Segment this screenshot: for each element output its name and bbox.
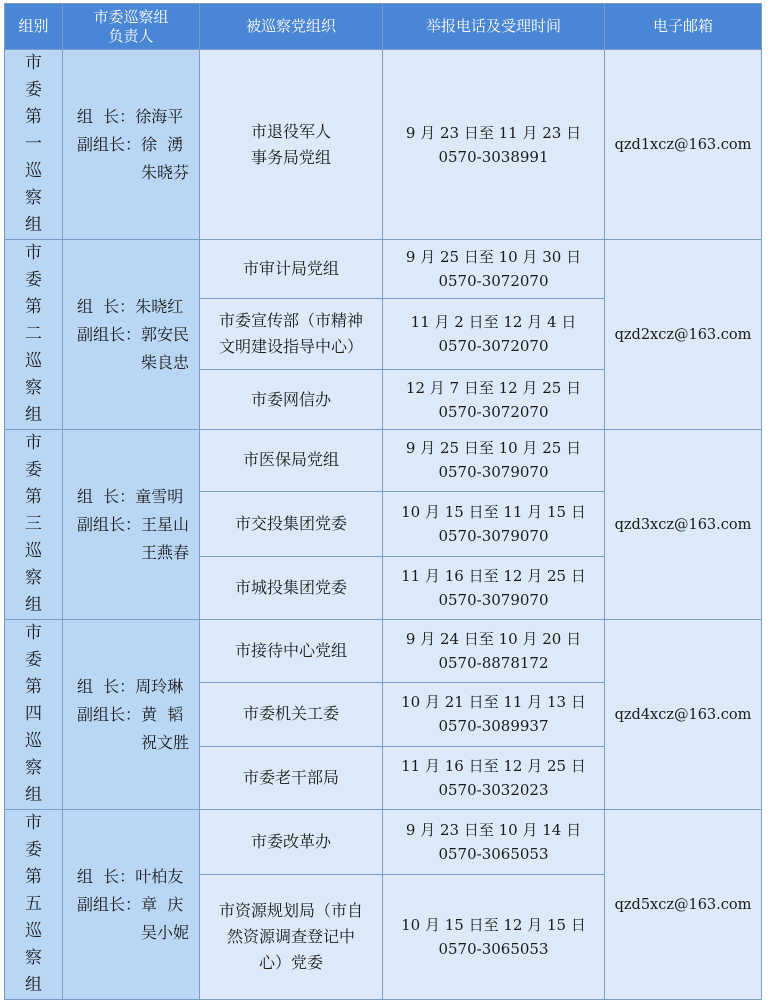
phone-time-cell (383, 683, 605, 746)
acceptance-period: 9 月 25 日至 10 月 25 日 (405, 439, 582, 458)
leader-row (77, 673, 189, 701)
leader-cell (63, 620, 200, 810)
target-org-cell (200, 810, 383, 875)
phone-time-cell (383, 298, 605, 370)
report-phone: 0570-3072070 (438, 402, 549, 421)
report-phone: 0570-3032023 (438, 780, 549, 799)
acceptance-period: 10 月 21 日至 11 月 13 日 (401, 693, 586, 712)
acceptance-period: 9 月 24 日至 10 月 20 日 (405, 630, 582, 649)
target-org-cell (200, 683, 383, 746)
deputy-row (77, 891, 189, 919)
phone-time-cell (383, 491, 605, 556)
email-cell[interactable]: qzd4xcz@163.com (605, 620, 762, 810)
deputy-row (77, 321, 189, 349)
group-name-char: 察 (25, 378, 42, 398)
group-name-char: 第 (25, 297, 42, 317)
group-name-char: 组 (25, 785, 42, 805)
group-name-char: 巡 (25, 921, 42, 941)
header-phone-time: 举报电话及受理时间 (383, 4, 605, 50)
group-name-char: 组 (25, 595, 42, 615)
leader-cell (63, 810, 200, 1000)
group-name-char: 委 (25, 270, 42, 290)
acceptance-period: 10 月 15 日至 12 月 15 日 (401, 916, 586, 935)
table-row (5, 810, 762, 875)
leader-name: 叶柏友 (135, 866, 184, 886)
email-cell[interactable]: qzd5xcz@163.com (605, 810, 762, 1000)
report-phone: 0570-3079070 (438, 463, 549, 482)
deputy-name: 郭安民 (141, 324, 190, 344)
leader-name: 童雪明 (135, 486, 184, 506)
acceptance-period: 11 月 2 日至 12 月 4 日 (410, 312, 577, 331)
target-org-line: 心）党委 (258, 953, 323, 973)
group-name-char: 四 (25, 704, 42, 724)
acceptance-period: 10 月 15 日至 11 月 15 日 (401, 502, 586, 521)
report-phone: 0570-3079070 (438, 591, 549, 610)
target-org-line: 市资源规划局（市自 (218, 901, 363, 921)
email-cell[interactable]: qzd3xcz@163.com (605, 430, 762, 620)
acceptance-period: 9 月 23 日至 10 月 14 日 (405, 821, 582, 840)
group-name-char: 察 (25, 188, 42, 208)
group-name-cell (5, 810, 63, 1000)
deputy-label: 副组长： (77, 134, 142, 154)
leader-label: 组 长： (77, 486, 136, 506)
header-group: 组别 (5, 4, 63, 50)
target-org-line: 然资源调查登记中 (226, 927, 355, 947)
deputy-name: 黄 韬 (141, 704, 184, 724)
acceptance-period: 9 月 23 日至 11 月 23 日 (405, 123, 582, 142)
target-org-line: 事务局党组 (250, 147, 331, 167)
email-cell[interactable]: qzd1xcz@163.com (605, 50, 762, 240)
deputy-label: 副组长： (77, 894, 142, 914)
deputy-name: 吴小妮 (141, 922, 190, 942)
leader-row (77, 483, 189, 511)
group-name-char: 组 (25, 405, 42, 425)
report-phone: 0570-3065053 (438, 940, 549, 959)
group-name-char: 组 (25, 975, 42, 995)
deputy-name: 章 庆 (141, 894, 184, 914)
group-name-char: 市 (25, 433, 42, 453)
report-phone: 0570-3079070 (438, 526, 549, 545)
group-name-char: 三 (25, 514, 42, 534)
group-name-char: 市 (25, 243, 42, 263)
deputy-row (77, 159, 189, 187)
target-org-line: 市委改革办 (250, 832, 331, 852)
deputy-name: 王燕春 (141, 542, 190, 562)
target-org-line: 市委网信办 (250, 389, 331, 409)
leader-name: 朱晓红 (135, 296, 184, 316)
phone-time-cell (383, 875, 605, 1000)
acceptance-period: 9 月 25 日至 10 月 30 日 (405, 247, 582, 266)
target-org-line: 文明建设指导中心） (218, 336, 363, 356)
deputy-row (77, 729, 189, 757)
group-name-char: 巡 (25, 541, 42, 561)
leader-block (63, 673, 189, 757)
deputy-name: 朱晓芬 (141, 162, 190, 182)
phone-time-cell (383, 370, 605, 430)
header-email: 电子邮箱 (605, 4, 762, 50)
report-phone: 0570-3089937 (438, 717, 549, 736)
table-row (5, 240, 762, 299)
report-phone: 0570-3072070 (438, 271, 549, 290)
deputy-name: 王星山 (141, 514, 190, 534)
group-name-char: 委 (25, 80, 42, 100)
group-name-char: 巡 (25, 351, 42, 371)
group-name-char: 委 (25, 650, 42, 670)
leader-row (77, 293, 189, 321)
deputy-name: 祝文胜 (141, 732, 190, 752)
leader-block (63, 103, 189, 187)
target-org-cell (200, 620, 383, 683)
target-org-cell (200, 491, 383, 556)
target-org-line: 市交投集团党委 (234, 513, 347, 533)
deputy-row (77, 349, 189, 377)
target-org-cell (200, 746, 383, 809)
deputy-row (77, 919, 189, 947)
target-org-cell (200, 240, 383, 299)
group-name-char: 委 (25, 460, 42, 480)
phone-time-cell (383, 430, 605, 492)
leader-block (63, 483, 189, 567)
email-cell[interactable]: qzd2xcz@163.com (605, 240, 762, 430)
header-target: 被巡察党组织 (200, 4, 383, 50)
target-org-line: 市委老干部局 (242, 767, 339, 787)
report-phone: 0570-3038991 (438, 147, 549, 166)
group-name-char: 察 (25, 568, 42, 588)
deputy-row (77, 131, 189, 159)
leader-cell (63, 430, 200, 620)
target-org-cell (200, 557, 383, 620)
group-name-char: 组 (25, 215, 42, 235)
target-org-line: 市接待中心党组 (234, 641, 347, 661)
leader-name: 徐海平 (135, 106, 184, 126)
leader-label: 组 长： (77, 106, 136, 126)
deputy-label: 副组长： (77, 704, 142, 724)
phone-time-cell (383, 240, 605, 299)
group-name-cell (5, 430, 63, 620)
inspection-schedule-table (4, 3, 762, 1000)
phone-time-cell (383, 620, 605, 683)
target-org-cell (200, 430, 383, 492)
leader-label: 组 长： (77, 866, 136, 886)
group-name-char: 一 (25, 134, 42, 154)
group-name-cell (5, 50, 63, 240)
leader-row (77, 863, 189, 891)
target-org-line: 市委机关工委 (242, 704, 339, 724)
acceptance-period: 12 月 7 日至 12 月 25 日 (405, 378, 582, 397)
phone-time-cell (383, 746, 605, 809)
deputy-name: 柴良忠 (141, 352, 190, 372)
leader-name: 周玲琳 (135, 676, 184, 696)
table-row (5, 620, 762, 683)
table-row (5, 430, 762, 492)
group-name-char: 第 (25, 107, 42, 127)
group-name-char: 二 (25, 324, 42, 344)
target-org-line: 市审计局党组 (242, 258, 339, 278)
target-org-line: 市城投集团党委 (234, 578, 347, 598)
group-name-char: 察 (25, 948, 42, 968)
group-name-char: 五 (25, 894, 42, 914)
table-row (5, 50, 762, 240)
group-name-char: 第 (25, 677, 42, 697)
deputy-row (77, 701, 189, 729)
leader-block (63, 293, 189, 377)
group-name-char: 第 (25, 487, 42, 507)
group-name-char: 察 (25, 758, 42, 778)
target-org-cell (200, 370, 383, 430)
group-name-char: 委 (25, 840, 42, 860)
group-name-char: 市 (25, 623, 42, 643)
acceptance-period: 11 月 16 日至 12 月 25 日 (401, 756, 586, 775)
target-org-cell (200, 875, 383, 1000)
report-phone: 0570-3065053 (438, 845, 549, 864)
group-name-char: 市 (25, 813, 42, 833)
group-name-cell (5, 620, 63, 810)
target-org-line: 市医保局党组 (242, 450, 339, 470)
report-phone: 0570-8878172 (438, 654, 549, 673)
phone-time-cell (383, 810, 605, 875)
table-body (5, 50, 762, 1000)
phone-time-cell (383, 50, 605, 240)
leader-label: 组 长： (77, 296, 136, 316)
deputy-name: 徐 湧 (141, 134, 184, 154)
target-org-cell (200, 298, 383, 370)
deputy-row (77, 511, 189, 539)
target-org-cell (200, 50, 383, 240)
leader-cell (63, 240, 200, 430)
group-name-char: 巡 (25, 161, 42, 181)
group-name-char: 巡 (25, 731, 42, 751)
report-phone: 0570-3072070 (438, 336, 549, 355)
group-name-char: 第 (25, 867, 42, 887)
deputy-row (77, 539, 189, 567)
target-org-line: 市退役军人 (250, 121, 331, 141)
acceptance-period: 11 月 16 日至 12 月 25 日 (401, 567, 586, 586)
target-org-line: 市委宣传部（市精神 (218, 310, 363, 330)
leader-block (63, 863, 189, 947)
phone-time-cell (383, 557, 605, 620)
leader-row (77, 103, 189, 131)
leader-label: 组 长： (77, 676, 136, 696)
deputy-label: 副组长： (77, 324, 142, 344)
leader-cell (63, 50, 200, 240)
group-name-cell (5, 240, 63, 430)
group-name-char: 市 (25, 53, 42, 73)
header-leader: 市委巡察组 负责人 (63, 4, 200, 50)
deputy-label: 副组长： (77, 514, 142, 534)
header-row (5, 4, 762, 50)
